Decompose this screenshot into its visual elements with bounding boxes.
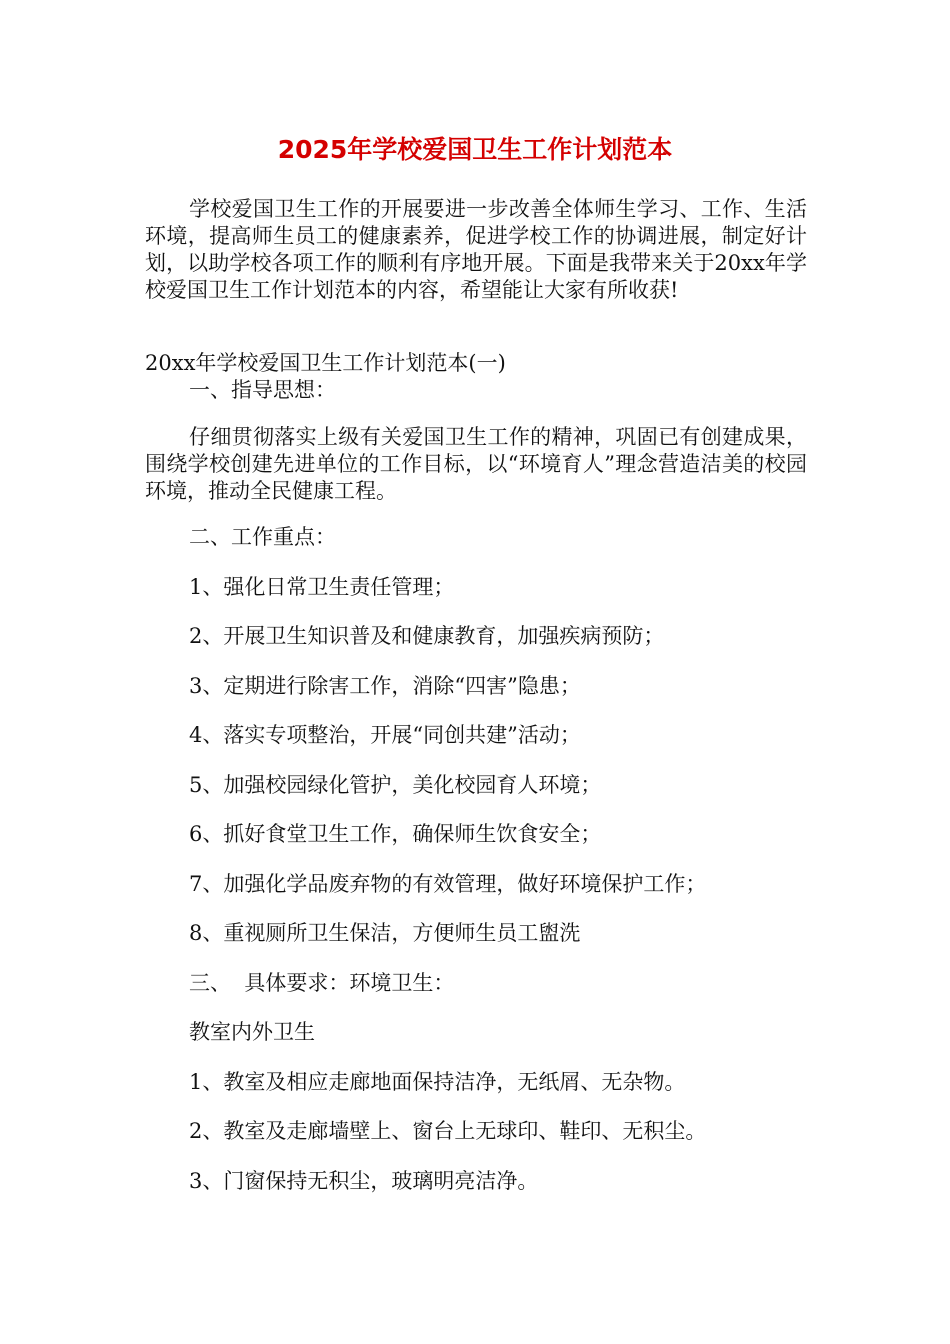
- guiding-paragraph: 仔细贯彻落实上级有关爱国卫生工作的精神，巩固已有创建成果，围绕学校创建先进单位的工作目标，以“环境育人”理念营造洁美的校园环境，推动全民健康工程。: [145, 425, 807, 503]
- requirements-heading: 三、 具体要求：环境卫生：: [189, 971, 455, 995]
- focus-item: 7、加强化学品废弃物的有效管理，做好环境保护工作；: [189, 872, 707, 896]
- focus-item: 1、强化日常卫生责任管理；: [189, 575, 455, 599]
- document-title: 2025年学校爱国卫生工作计划范本: [277, 135, 673, 164]
- guiding-heading: 一、指导思想：: [189, 378, 336, 402]
- intro-paragraph: 学校爱国卫生工作的开展要进一步改善全体师生学习、工作、生活环境，提高师生员工的健康素养，促进学校工作的协调进展，制定好计划，以助学校各项工作的顺利有序地开展。下面是我带来关于20xx年学校爱国卫生工作计划范本的内容，希望能让大家有所收获!: [145, 197, 807, 302]
- focus-item: 2、开展卫生知识普及和健康教育，加强疾病预防；: [189, 624, 665, 648]
- focus-item: 6、抓好食堂卫生工作，确保师生饮食安全；: [189, 822, 602, 846]
- section-title: 20xx年学校爱国卫生工作计划范本(一): [145, 351, 506, 375]
- focus-heading: 二、工作重点：: [189, 525, 336, 549]
- requirement-item: 3、门窗保持无积尘，玻璃明亮洁净。: [189, 1169, 539, 1193]
- requirements-subheading: 教室内外卫生: [189, 1020, 315, 1044]
- requirement-item: 1、教室及相应走廊地面保持洁净，无纸屑、无杂物。: [189, 1070, 686, 1094]
- focus-item: 3、定期进行除害工作，消除“四害”隐患；: [189, 674, 581, 698]
- focus-item: 4、落实专项整治，开展“同创共建”活动；: [189, 723, 581, 747]
- focus-item: 5、加强校园绿化管护，美化校园育人环境；: [189, 773, 602, 797]
- focus-item: 8、重视厕所卫生保洁，方便师生员工盥洗: [189, 921, 581, 945]
- requirement-item: 2、教室及走廊墙壁上、窗台上无球印、鞋印、无积尘。: [189, 1119, 707, 1143]
